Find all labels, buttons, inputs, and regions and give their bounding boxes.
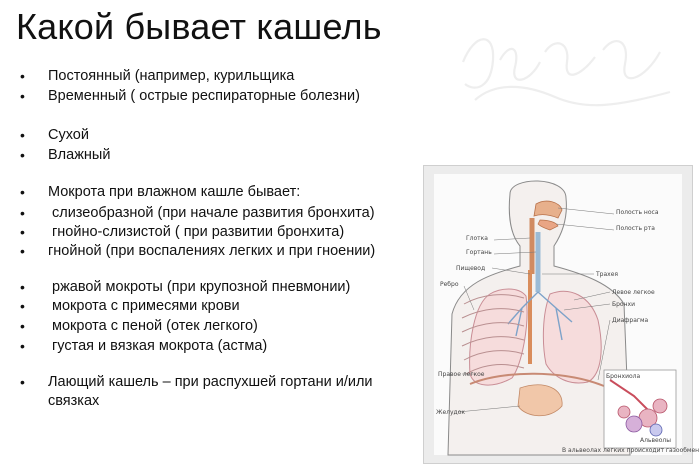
label-pharynx: Глотка	[466, 235, 488, 242]
label-trachea: Трахея	[596, 271, 619, 278]
bullet: •	[20, 279, 25, 295]
respiratory-system-figure	[423, 165, 700, 464]
label-right-lung: Правое легкое	[438, 371, 485, 378]
list-item-text: Мокрота при влажном кашле бывает:	[48, 184, 301, 200]
bullet: •	[20, 374, 25, 390]
label-nasal-cavity: Полость носа	[616, 209, 659, 216]
watermark-decoration	[455, 22, 685, 117]
list-item-text: густая и вязкая мокрота (астма)	[52, 338, 268, 354]
list-item-text: гнойно-слизистой ( при развитии бронхита)	[52, 224, 345, 240]
bullet: •	[20, 88, 25, 104]
bullet: •	[20, 205, 25, 221]
label-larynx: Гортань	[466, 249, 492, 256]
list-item-text: ржавой мокроты (при крупозной пневмонии)	[52, 279, 351, 295]
list-item-text: слизеобразной (при начале развития бронхита)	[52, 205, 375, 221]
stomach	[518, 385, 562, 416]
list-item-text: гнойной (при воспалениях легких и при гноении)	[48, 243, 376, 259]
bullet: •	[20, 243, 25, 259]
list-item-text: мокрота с пеной (отек легкого)	[52, 318, 258, 334]
bullet: •	[20, 127, 25, 143]
label-esophagus: Пищевод	[456, 265, 486, 272]
label-caption: В альвеолах легких происходит газообмен	[562, 447, 700, 454]
bullet: •	[20, 338, 25, 354]
figure-canvas	[434, 174, 700, 455]
bullet: •	[20, 147, 25, 163]
list-item-text: Постоянный (например, курильщика	[48, 68, 295, 84]
label-oral-cavity: Полость рта	[616, 225, 655, 232]
bullet: •	[20, 318, 25, 334]
list-item-text: Временный ( острые респираторные болезни)	[48, 88, 360, 104]
bullet: •	[20, 68, 25, 84]
bullet: •	[20, 298, 25, 314]
label-rib: Ребро	[440, 281, 459, 288]
label-left-lung: Левое легкое	[612, 289, 655, 296]
list-item-text: Сухой	[48, 127, 89, 143]
label-stomach: Желудок	[436, 409, 465, 416]
bullet: •	[20, 224, 25, 240]
list-item-text: Лающий кашель – при распухшей гортани и/или связках	[48, 374, 373, 409]
label-bronchi: Бронхи	[612, 301, 635, 308]
respiratory-diagram	[434, 174, 700, 455]
list-item-text: Влажный	[48, 147, 111, 163]
list-item-text: мокрота с примесями крови	[52, 298, 240, 314]
label-diaphragm: Диафрагма	[612, 317, 649, 324]
label-bronchiole: Бронхиола	[606, 373, 641, 380]
bullet: •	[20, 184, 25, 200]
label-alveoli: Альвеолы	[640, 437, 671, 444]
page-title: Какой бывает кашель	[16, 6, 382, 47]
